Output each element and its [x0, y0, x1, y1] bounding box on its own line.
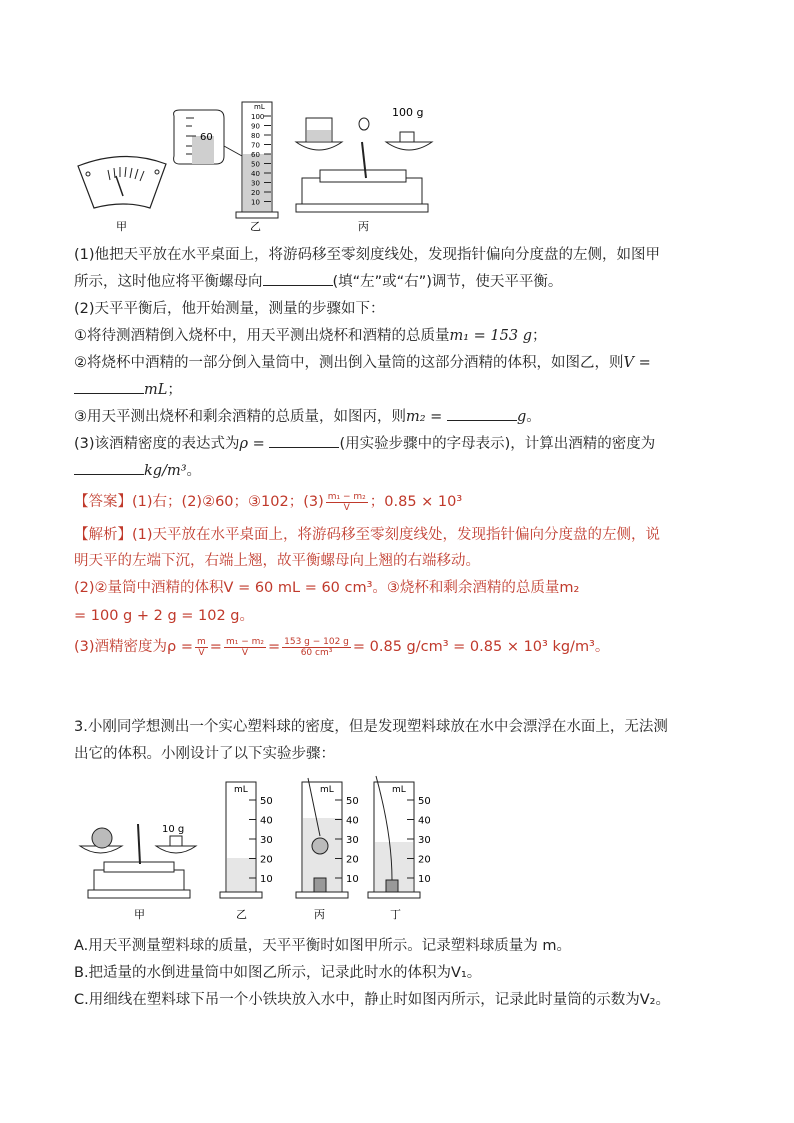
q3-intro-line2: 出它的体积。小刚设计了以下实验步骤：: [74, 746, 335, 762]
answer-blank-5[interactable]: [74, 460, 144, 475]
fig2-label-ding: 丁: [390, 908, 401, 921]
cyl-yi-unit: mL: [234, 785, 248, 795]
cyl-tick-label: 10: [251, 198, 260, 207]
q3-intro-line1: 3.小刚同学想测出一个实心塑料球的密度，但是发现塑料球放在水中会漂浮在水面上，无法测: [74, 719, 668, 735]
answer-blank-3[interactable]: [447, 406, 517, 421]
cyl-bing-tick-label: 20: [346, 854, 359, 866]
svg-text:100 g: 100 g: [392, 106, 424, 119]
cyl-yi-tick-label: 40: [260, 815, 273, 827]
cyl-ding-tick-label: 20: [418, 854, 431, 866]
svg-text:60: 60: [200, 132, 213, 143]
analysis-line3: (2)②量筒中酒精的体积V = 60 mL = 60 cm³。③烧杯和剩余酒精的总质量m₂: [74, 580, 580, 596]
svg-text:10 g: 10 g: [162, 824, 185, 835]
fig2-label-jia: 甲: [134, 908, 145, 921]
q3-step-c: C.用细线在塑料球下吊一个小铁块放入水中，静止时如图丙所示，记录此时量筒的示数为V₂。: [74, 992, 670, 1008]
q2-step2-line1: ②将烧杯中酒精的一部分倒入量筒中，测出倒入量筒的这部分酒精的体积，如图乙，则V =: [74, 355, 651, 371]
cyl-yi-tick-label: 20: [260, 854, 273, 866]
fig2-label-bing: 丙: [314, 908, 325, 921]
cylinder-figure: [174, 102, 278, 218]
cyl-ding-tick-label: 40: [418, 815, 431, 827]
fig2-label-yi: 乙: [236, 908, 247, 921]
cyl-ding-tick-label: 50: [418, 796, 431, 807]
cyl-ding-tick-label: 30: [418, 835, 431, 846]
q2-step1: ①将待测酒精倒入烧杯中，用天平测出烧杯和酒精的总质量m₁ = 153 g；: [74, 328, 547, 344]
cyl-tick-label: 30: [251, 179, 260, 188]
cyl-bing-tick-label: 40: [346, 815, 359, 827]
q2-step2-line2: mL；: [74, 379, 734, 401]
cyl-ding-tick-label: 10: [418, 874, 431, 885]
cyl-tick-label: 50: [251, 160, 260, 169]
answer-line: 【答案】(1)右；(2)②60；③102；(3) $\frac{\text{m₁ − m₂}}{V}$ ；0.85 × 10³: [74, 491, 463, 513]
cyl-bing-tick-label: 50: [346, 796, 359, 807]
cyl-bing-tick-label: 30: [346, 835, 359, 846]
cyl-bing-tick-label: 10: [346, 874, 359, 885]
cyl-bing-unit: mL: [320, 785, 334, 795]
q2-part3-line1: (3)该酒精密度的表达式为ρ = (用实验步骤中的字母表示)，计算出酒精的密度为: [74, 433, 734, 455]
answer-blank-2[interactable]: [74, 379, 144, 394]
analysis-tag: 【解析】: [74, 527, 132, 543]
cyl-yi-tick-label: 10: [260, 874, 273, 885]
cylinder-bing: [296, 778, 348, 898]
svg-text:mL: mL: [254, 103, 265, 111]
cyl-tick-label: 40: [251, 170, 260, 178]
analysis-line5: (3)酒精密度为ρ = $\frac{m}{V}$ = $\frac{\text{m₁ − m₂}}{V}$ = $\frac{153 g - 102 g}{\text{60 cm³}}$ = 0.85 g/cm³ = 0.85 × 10³ kg/m³。: [74, 636, 610, 658]
q2-part2: (2)天平平衡后，他开始测量，测量的步骤如下：: [74, 301, 385, 317]
q3-step-a: A.用天平测量塑料球的质量，天平平衡时如图甲所示。记录塑料球质量为 m。: [74, 938, 572, 954]
q2-part1-line2: 所示，这时他应将平衡螺母向 (填“左”或“右”)调节，使天平平衡。: [74, 271, 734, 293]
cylinder-yi: [220, 782, 262, 898]
cyl-tick-label: 20: [251, 189, 260, 197]
cyl-tick-label: 100: [251, 113, 265, 121]
q3-step-b: B.把适量的水倒进量筒中如图乙所示，记录此时水的体积为V₁。: [74, 965, 482, 981]
fig1-label-bing: 丙: [358, 220, 369, 233]
cyl-ding-unit: mL: [392, 785, 406, 795]
cyl-tick-label: 90: [251, 122, 260, 131]
q2-part1-line1: (1)他把天平放在水平桌面上，将游码移至零刻度线处，发现指针偏向分度盘的左侧，如图甲: [74, 247, 661, 263]
fig1-label-jia: 甲: [116, 220, 127, 233]
answer-tag: 【答案】: [74, 494, 132, 510]
balance-figure-2: [80, 824, 196, 898]
balance-figure: [296, 106, 432, 212]
analysis-line1: 【解析】(1)天平放在水平桌面上，将游码移至零刻度线处，发现指针偏向分度盘的左侧，说: [74, 527, 661, 543]
analysis-line2: 明天平的左端下沉，右端上翘，故平衡螺母向上翘的右端移动。: [74, 553, 480, 569]
q2-part3-line2: kg/m³。: [74, 460, 734, 482]
answer-blank-4[interactable]: [269, 433, 339, 448]
cyl-tick-label: 80: [251, 132, 260, 140]
analysis-line4: = 100 g + 2 g = 102 g。: [74, 608, 255, 624]
cyl-tick-label: 60: [251, 151, 260, 159]
figure-2: [74, 774, 444, 926]
q2-step3: ③用天平测出烧杯和剩余酒精的总质量，如图丙，则m₂ = g。: [74, 406, 734, 428]
cyl-yi-tick-label: 30: [260, 835, 273, 846]
cyl-yi-tick-label: 50: [260, 796, 273, 807]
fig1-label-yi: 乙: [250, 220, 261, 233]
cyl-tick-label: 70: [251, 141, 260, 150]
answer-blank-1[interactable]: [263, 271, 333, 286]
dial-figure: [78, 156, 166, 208]
figure-1: [74, 96, 444, 236]
